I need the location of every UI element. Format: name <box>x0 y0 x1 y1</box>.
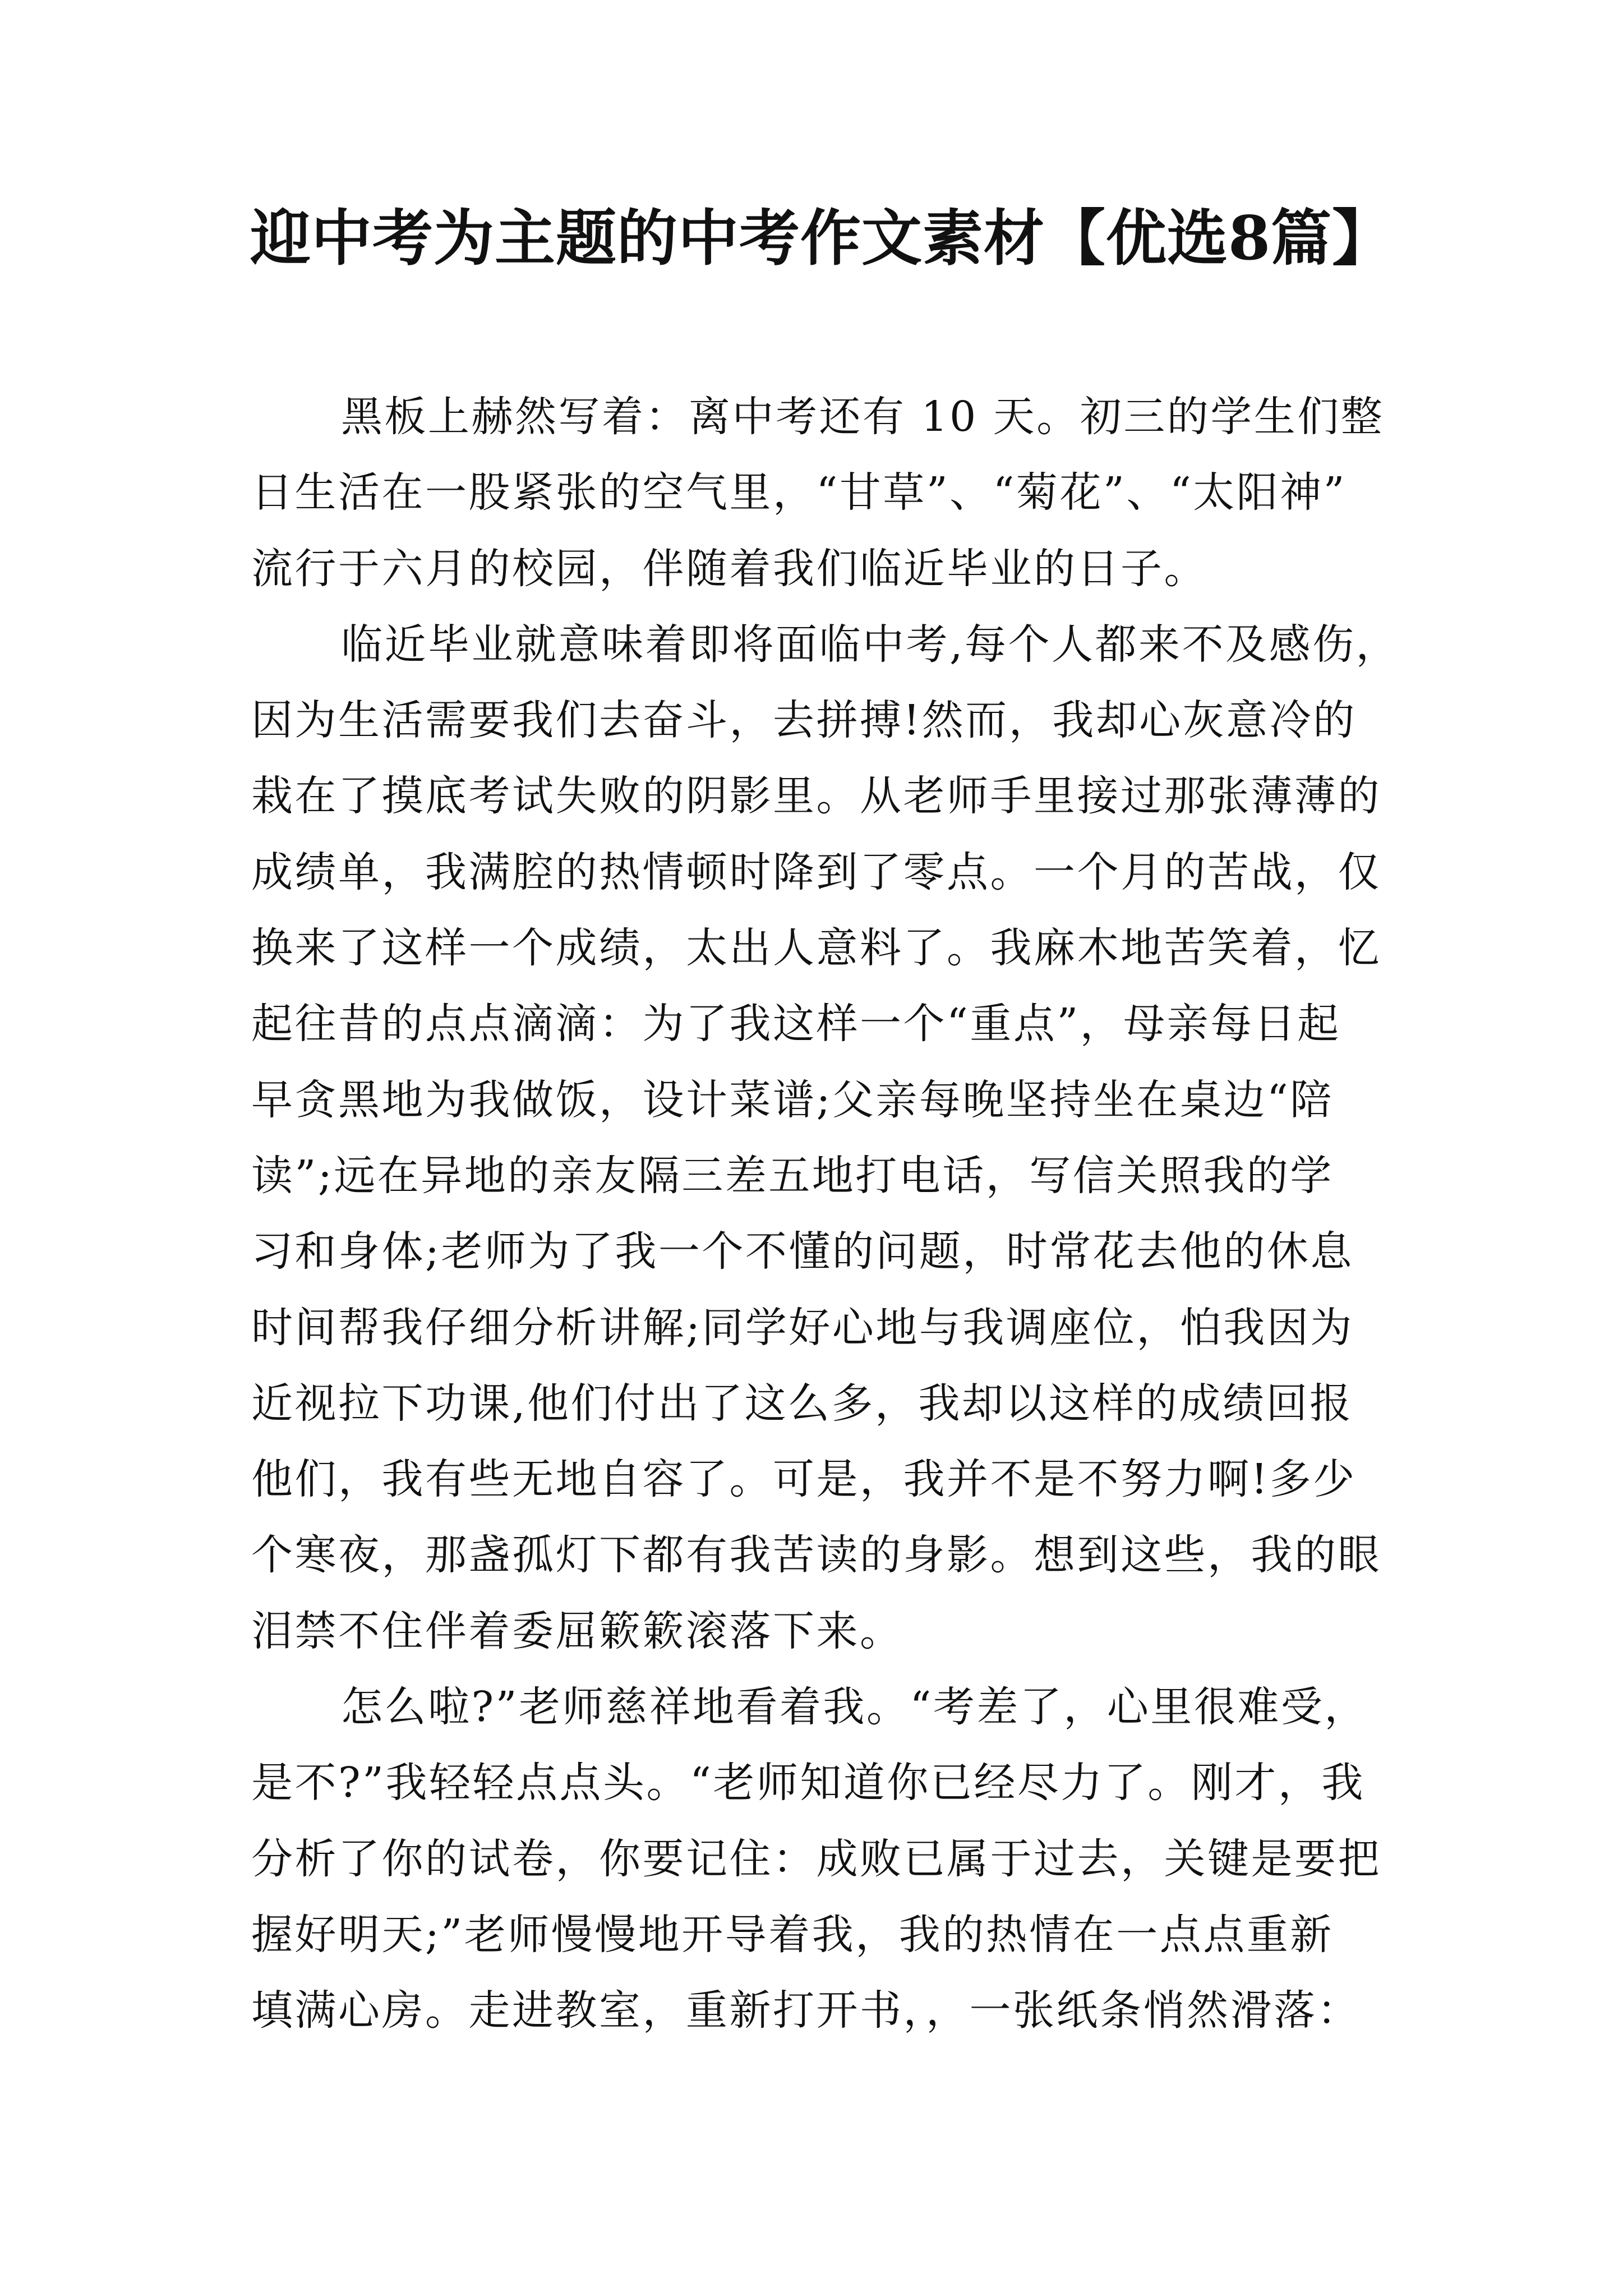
paragraph-1-line-3: 流行于六月的校园，伴随着我们临近毕业的日子。 <box>251 544 1207 593</box>
paragraph-2-line-3: 栽在了摸底考试失败的阴影里。从老师手里接过那张薄薄的 <box>251 772 1381 821</box>
paragraph-2-line-6: 起往昔的点点滴滴：为了我这样一个“重点”，母亲每日起 <box>251 1000 1341 1048</box>
paragraph-3-line-3: 分析了你的试卷，你要记住：成败已属于过去，关键是要把 <box>251 1834 1381 1883</box>
paragraph-3-line-4: 握好明天;”老师慢慢地开导着我，我的热情在一点点重新 <box>251 1910 1334 1959</box>
paragraph-3-line-1: 怎么啦?”老师慈祥地看着我。“考差了，心里很难受， <box>341 1683 1368 1732</box>
paragraph-2-line-13: 个寒夜，那盏孤灯下都有我苦读的身影。想到这些，我的眼 <box>251 1531 1381 1580</box>
paragraph-2-line-12: 他们，我有些无地自容了。可是，我并不是不努力啊!多少 <box>251 1455 1357 1504</box>
paragraph-2-line-1: 临近毕业就意味着即将面临中考,每个人都来不及感伤， <box>341 620 1400 669</box>
paragraph-1-line-1: 黑板上赫然写着：离中考还有 10 天。初三的学生们整 <box>341 393 1385 441</box>
paragraph-2-line-14: 泪禁不住伴着委屈簌簌滚落下来。 <box>251 1607 903 1655</box>
paragraph-3-line-5: 填满心房。走进教室，重新打开书，，一张纸条悄然滑落： <box>251 1986 1361 2035</box>
paragraph-2-line-2: 因为生活需要我们去奋斗，去拼搏!然而，我却心灰意冷的 <box>251 696 1357 745</box>
paragraph-2-line-7: 早贪黑地为我做饭，设计菜谱;父亲每晚坚持坐在桌边“陪 <box>251 1075 1334 1124</box>
paragraph-2-line-4: 成绩单，我满腔的热情顿时降到了零点。一个月的苦战，仅 <box>251 848 1381 896</box>
paragraph-2-line-8: 读”;远在异地的亲友隔三差五地打电话，写信关照我的学 <box>251 1151 1334 1200</box>
paragraph-3-line-2: 是不?”我轻轻点点头。“老师知道你已经尽力了。刚才，我 <box>251 1759 1365 1807</box>
document-title: 迎中考为主题的中考作文素材【优选8篇】 <box>250 203 1394 274</box>
paragraph-2-line-5: 换来了这样一个成绩，太出人意料了。我麻木地苦笑着，忆 <box>251 924 1381 973</box>
paragraph-1-line-2: 日生活在一股紧张的空气里，“甘草”、“菊花”、“太阳神” <box>251 468 1347 517</box>
paragraph-2-line-9: 习和身体;老师为了我一个不懂的问题，时常花去他的休息 <box>251 1227 1354 1276</box>
document-body <box>251 379 1400 2049</box>
paragraph-2-line-10: 时间帮我仔细分析讲解;同学好心地与我调座位，怕我因为 <box>251 1303 1354 1352</box>
paragraph-2-line-11: 近视拉下功课,他们付出了这么多，我却以这样的成绩回报 <box>251 1379 1353 1428</box>
